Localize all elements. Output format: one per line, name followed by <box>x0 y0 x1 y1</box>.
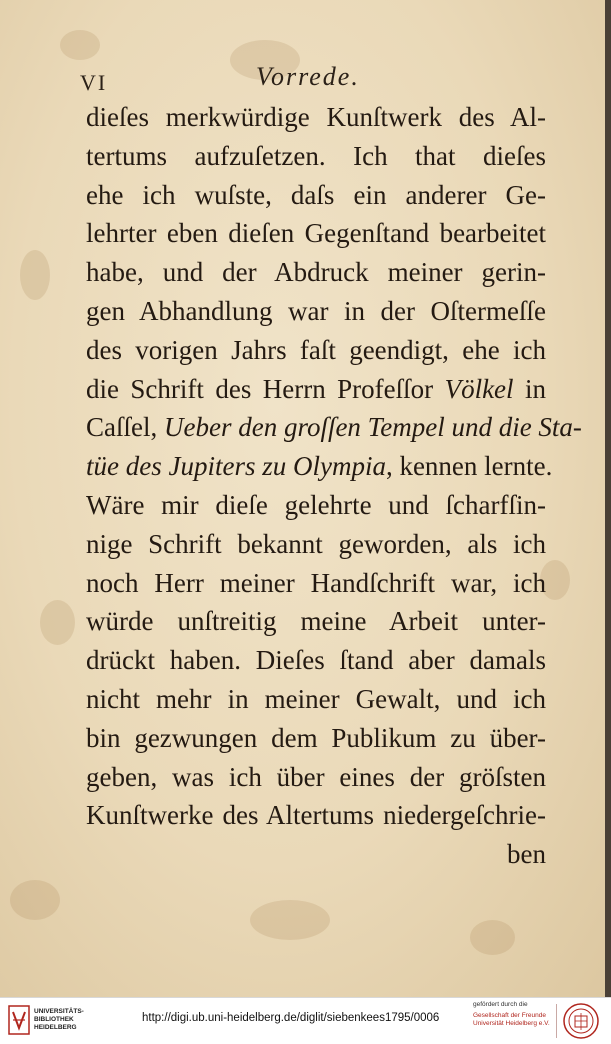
text-line: nicht mehr in meiner Gewalt, und ich <box>86 683 546 714</box>
text-segment: in <box>513 373 546 404</box>
page-number: VI <box>80 70 108 95</box>
text-line: Wäre mir dieſe gelehrte und ſcharfſin- <box>86 489 546 520</box>
text-line: des vorigen Jahrs faſt geendigt, ehe ich <box>86 334 546 365</box>
digitization-footer <box>0 997 611 1043</box>
text-line: habe, und der Abdruck meiner gerin- <box>86 257 546 288</box>
text-line: Kunſtwerke des Altertums niedergeſchrie- <box>86 800 546 831</box>
page-header <box>80 62 550 102</box>
foxing-stain <box>10 880 60 920</box>
library-name-line: BIBLIOTHEK <box>34 1016 74 1023</box>
library-logo-icon <box>8 1004 30 1036</box>
text-line: ehe ich wuſste, daſs ein anderer Ge- <box>86 179 546 210</box>
text-line: dieſes merkwürdige Kunſtwerk des Al- <box>86 102 546 132</box>
text-line: nige Schrift bekannt geworden, als ich <box>86 528 546 559</box>
body-text <box>86 98 582 874</box>
library-name-line: HEIDELBERG <box>34 1024 77 1031</box>
society-name-line: Universität Heidelberg e.V. <box>473 1020 550 1027</box>
work-title: Ueber den groſſen Tempel und die Sta- <box>163 412 582 443</box>
text-line-with-italic-title <box>86 408 582 447</box>
catchword: ben <box>507 839 546 870</box>
footer-divider <box>556 1004 557 1038</box>
text-line: tertums aufzuſetzen. Ich that dieſes <box>86 140 546 171</box>
work-title: tüe des Jupiters zu Olympia <box>86 451 386 482</box>
text-line: geben, was ich über eines der gröſsten <box>86 761 546 792</box>
library-name <box>34 1008 84 1032</box>
text-segment: die Schrift des Herrn Profeſſor <box>86 373 445 404</box>
text-line-with-italic-name <box>86 370 546 409</box>
foxing-stain <box>60 30 100 60</box>
university-seal-icon <box>562 1002 600 1040</box>
funded-by-label: gefördert durch die <box>473 1001 528 1008</box>
permalink-url[interactable]: http://digi.ub.uni-heidelberg.de/diglit/siebenkees1795/0006 <box>142 1012 440 1024</box>
society-name <box>473 1012 550 1028</box>
text-line: gen Abhandlung war in der Oſtermeſſe <box>86 295 546 326</box>
running-head: Vorrede. <box>256 62 360 91</box>
text-segment: Caſſel, <box>86 412 164 443</box>
foxing-stain <box>40 600 75 645</box>
text-line: lehrter eben dieſen Gegenſtand bearbeitet <box>86 218 546 249</box>
text-line-with-italic-title <box>86 447 553 486</box>
author-name: Völkel <box>444 373 514 404</box>
foxing-stain <box>20 250 50 300</box>
text-segment: , kennen lernte. <box>385 451 553 482</box>
foxing-stain <box>250 900 330 940</box>
text-line: bin gezwungen dem Publikum zu über- <box>86 722 546 753</box>
society-name-line: Gesellschaft der Freunde <box>473 1012 546 1019</box>
text-line: noch Herr meiner Handſchrift war, ich <box>86 567 546 598</box>
library-name-line: UNIVERSITÄTS- <box>34 1008 84 1015</box>
foxing-stain <box>470 920 515 955</box>
page-edge <box>605 0 611 997</box>
text-line: würde unſtreitig meine Arbeit unter- <box>86 606 546 637</box>
text-line: drückt haben. Dieſes ſtand aber damals <box>86 645 546 676</box>
